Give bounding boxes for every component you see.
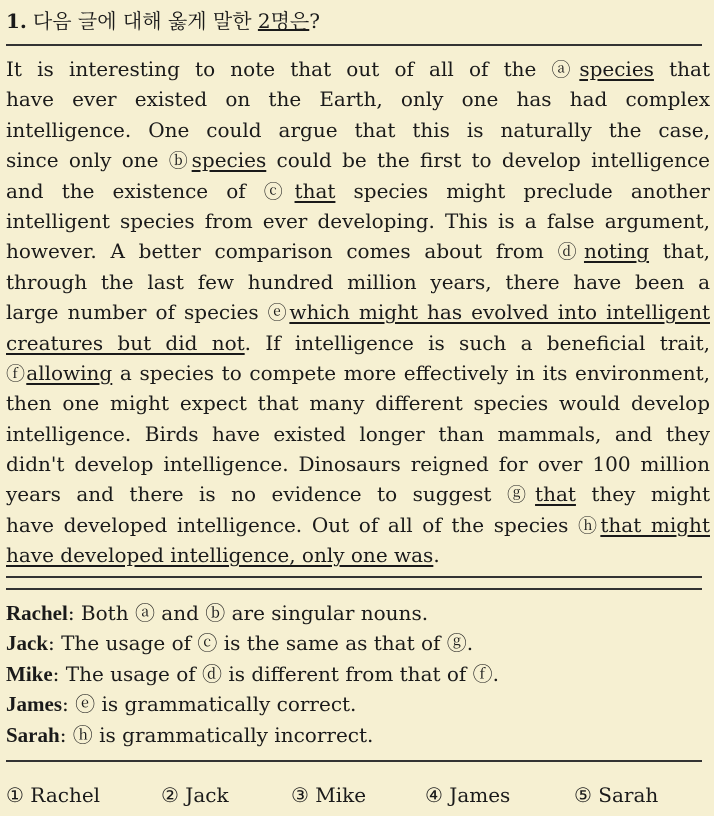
- opinion-text: : ⓗ is grammatically incorrect.: [59, 722, 374, 747]
- passage-line: [6, 206, 710, 236]
- passage-text: It is interesting to note that out of all of the: [6, 57, 552, 81]
- passage-line: [6, 419, 710, 449]
- opinion-item: [6, 689, 706, 719]
- passage-text: years and there is no evidence to suggest: [6, 482, 507, 507]
- passage-line: [6, 358, 710, 388]
- passage-line: [6, 84, 710, 114]
- passage-line: [6, 145, 710, 175]
- choice-3[interactable]: ③ Mike: [291, 783, 367, 807]
- opinion-name: Rachel: [6, 601, 68, 625]
- question-suffix: ?: [309, 9, 320, 33]
- choice-2[interactable]: ② Jack: [161, 783, 229, 807]
- circled-marker: ⓗ: [578, 514, 601, 537]
- underlined-phrase: species: [191, 148, 267, 173]
- passage-text: didn't develop intelligence. Dinosaurs reigned for over 100 million: [6, 452, 710, 477]
- circled-marker: ⓖ: [506, 484, 536, 507]
- choice-1[interactable]: ① Rachel: [6, 783, 101, 807]
- opinion-item: [6, 628, 706, 658]
- opinion-text: : Both ⓐ and ⓑ are singular nouns.: [67, 601, 429, 625]
- underlined-phrase: that: [294, 178, 336, 203]
- choices-divider: [6, 760, 702, 762]
- passage-line: [6, 479, 710, 509]
- underlined-phrase: noting: [583, 239, 650, 264]
- opinion-name: James: [6, 692, 62, 717]
- passage-line: [6, 54, 710, 84]
- underlined-phrase: have developed intelligence, only one was: [6, 543, 434, 568]
- underlined-phrase: creatures but did not: [6, 330, 245, 355]
- circled-marker: ⓓ: [557, 241, 584, 264]
- circled-marker: ⓐ: [551, 59, 580, 81]
- passage-text: since only one: [6, 148, 169, 173]
- passage-text: . If intelligence is such a beneficial trait,: [244, 330, 711, 355]
- opinion-item: [6, 720, 706, 750]
- circled-marker: ⓔ: [267, 302, 290, 325]
- passage-text: large number of species: [6, 300, 268, 325]
- passage-divider-1: [6, 576, 702, 578]
- underlined-phrase: that: [535, 482, 576, 507]
- passage-text: have developed intelligence. Out of all of the species: [6, 512, 579, 537]
- passage-text: .: [433, 543, 440, 568]
- passage-line: [6, 236, 710, 266]
- opinions-list: [6, 598, 706, 750]
- passage-line: [6, 388, 710, 418]
- opinion-name: Jack: [6, 631, 48, 656]
- passage-line: [6, 328, 710, 358]
- opinion-text: : ⓔ is grammatically correct.: [62, 692, 357, 717]
- passage-line: [6, 115, 710, 145]
- opinion-name: Sarah: [6, 722, 60, 747]
- choice-4[interactable]: ④ James: [425, 783, 511, 807]
- passage-text: that: [653, 57, 710, 81]
- passage-text: then one might expect that many different species would develop: [6, 391, 710, 416]
- underlined-phrase: which might has evolved into intelligent: [289, 300, 710, 325]
- passage-text: intelligent species from ever developing. This is a false argument,: [6, 208, 710, 233]
- top-divider: [6, 44, 702, 46]
- underlined-phrase: species: [579, 57, 654, 81]
- passage-text: intelligence. One could argue that this is naturally the case,: [6, 117, 710, 142]
- opinion-item: [6, 659, 706, 689]
- opinion-text: : The usage of ⓒ is the same as that of ⓖ.: [48, 631, 474, 656]
- passage-line: [6, 510, 710, 540]
- underlined-phrase: allowing: [26, 360, 113, 385]
- opinion-item: [6, 598, 706, 628]
- passage-line: [6, 267, 710, 297]
- passage-text: a species to compete more effectively in its environment,: [112, 360, 710, 385]
- passage-text: species might preclude another: [335, 178, 710, 203]
- passage: [6, 54, 710, 571]
- passage-text: intelligence. Birds have existed longer than mammals, and they: [6, 421, 710, 446]
- passage-divider-2: [6, 588, 702, 590]
- passage-line: [6, 176, 710, 206]
- passage-text: through the last few hundred million years, there have been a: [6, 269, 710, 294]
- underlined-phrase: that might: [600, 512, 710, 537]
- choice-5[interactable]: ⑤ Sarah: [574, 783, 659, 807]
- circled-marker: ⓑ: [168, 150, 192, 173]
- passage-text: however. A better comparison comes about from: [6, 239, 558, 264]
- passage-text: and the existence of: [6, 178, 264, 203]
- opinion-text: : The usage of ⓓ is different from that of ⓕ.: [52, 661, 500, 686]
- passage-text: they might: [575, 482, 710, 507]
- circled-marker: ⓕ: [6, 362, 27, 385]
- passage-line: [6, 449, 710, 479]
- passage-text: could be the first to develop intelligence: [266, 148, 710, 173]
- passage-text: have ever existed on the Earth, only one has had complex: [6, 87, 710, 112]
- circled-marker: ⓒ: [263, 180, 295, 203]
- question-text: 다음 글에 대해 옳게 말한: [32, 9, 258, 33]
- question-title: [6, 8, 320, 34]
- passage-text: that,: [649, 239, 710, 264]
- question-number: 1.: [6, 9, 27, 33]
- passage-line: [6, 540, 710, 570]
- question-emphasis: 2명은: [257, 9, 310, 33]
- passage-line: [6, 297, 710, 327]
- opinion-name: Mike: [6, 661, 53, 686]
